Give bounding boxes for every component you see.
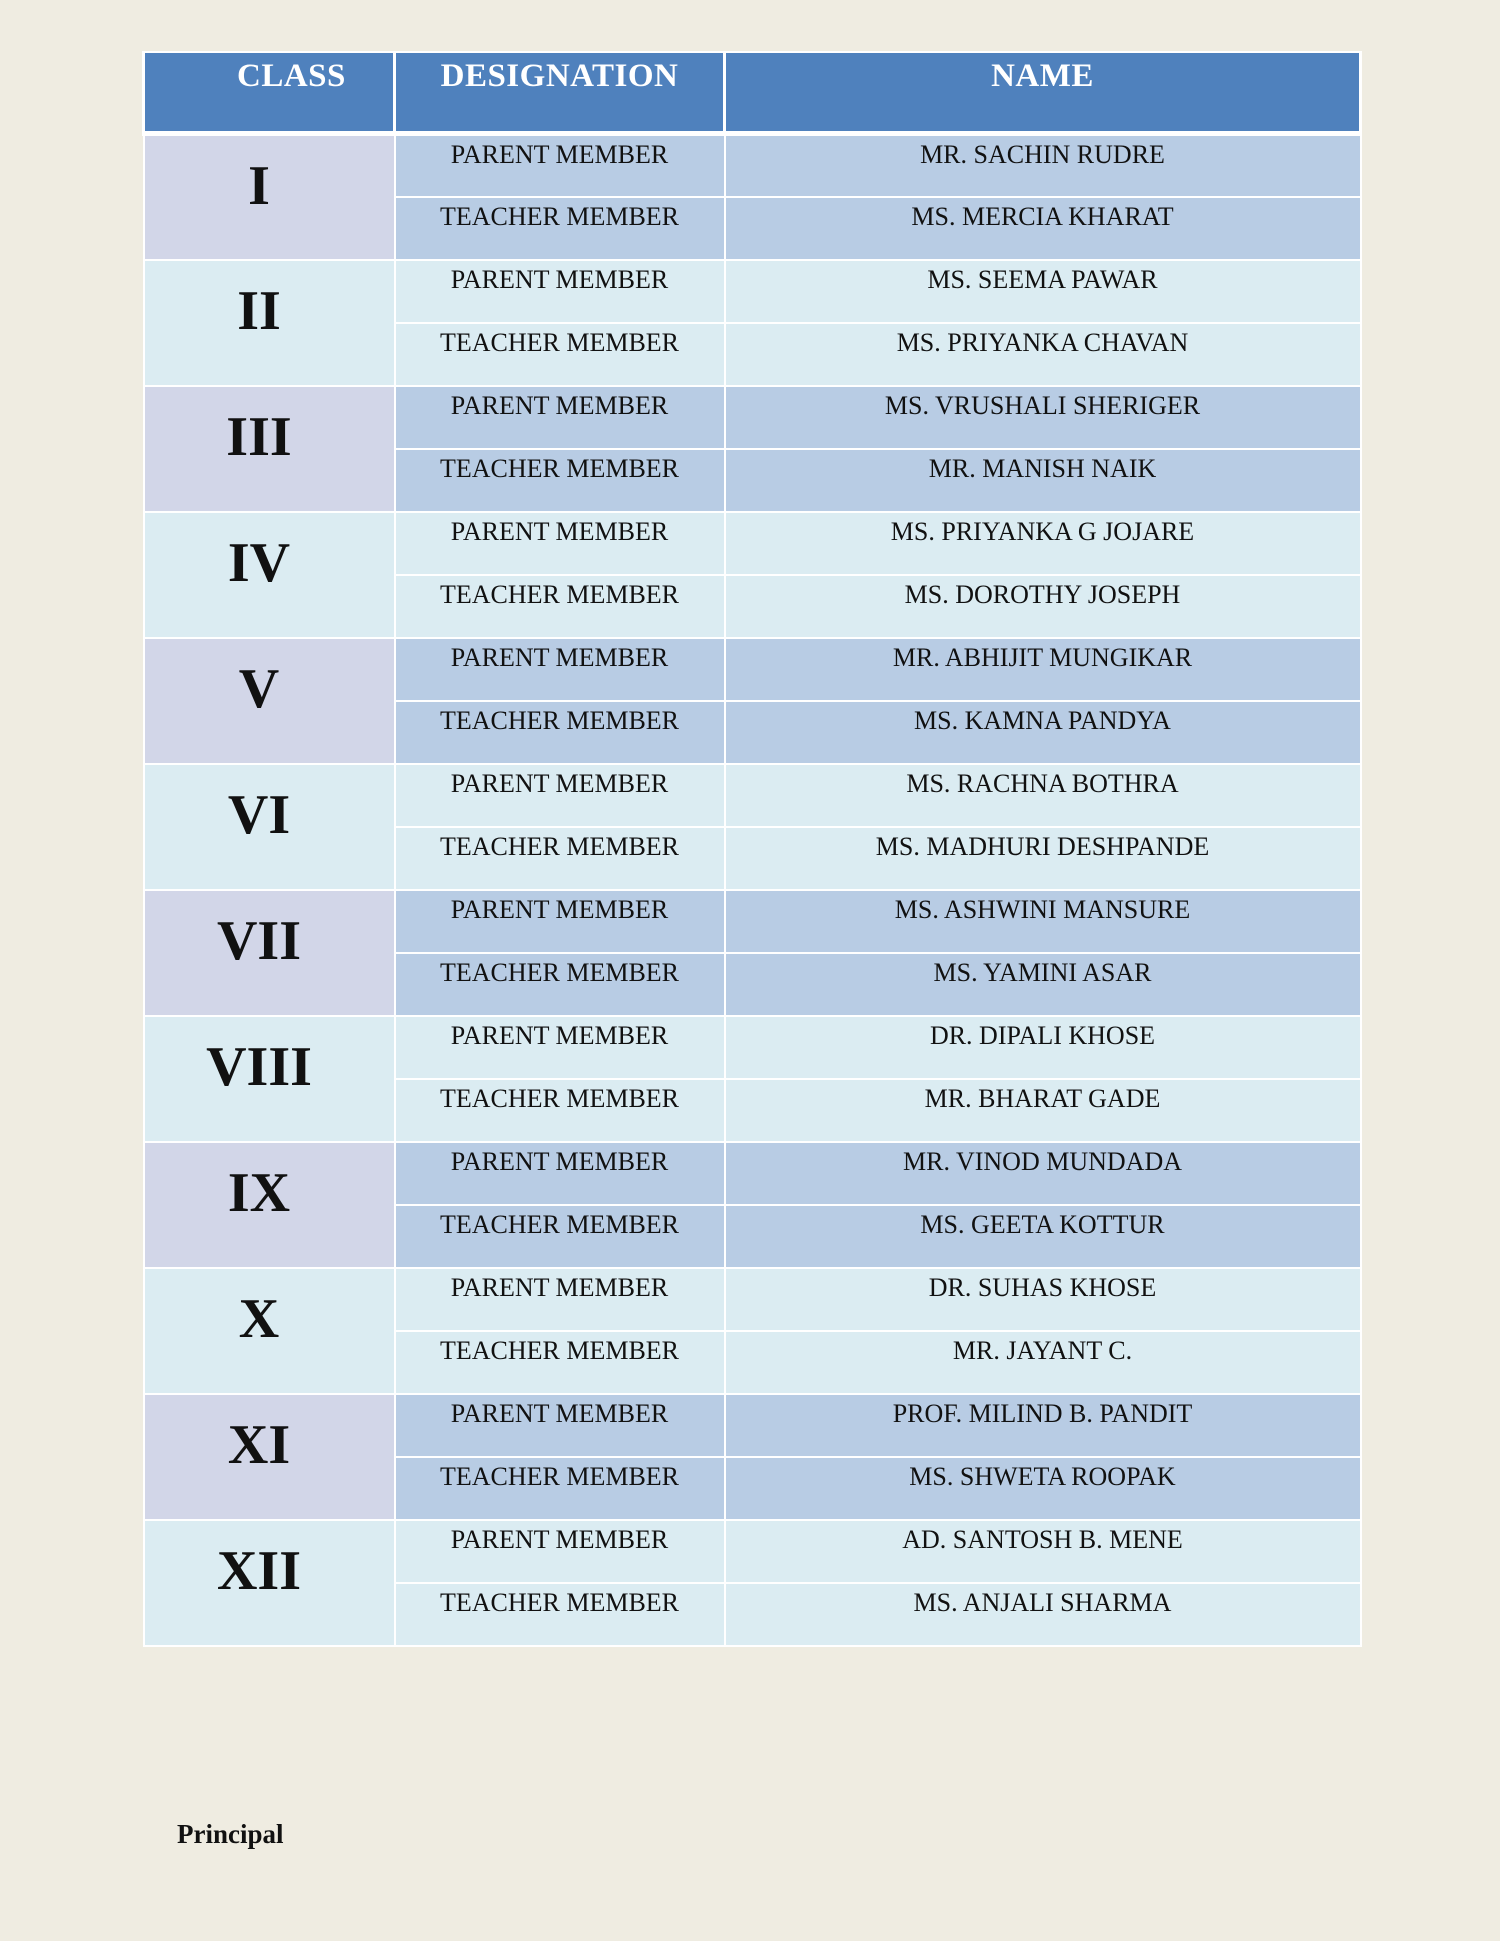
designation-cell: TEACHER MEMBER <box>395 701 725 764</box>
name-cell: MS. VRUSHALI SHERIGER <box>725 386 1361 449</box>
table-row <box>144 260 1361 323</box>
designation-cell: PARENT MEMBER <box>395 1016 725 1079</box>
class-cell: IX <box>144 1142 395 1268</box>
class-cell: XII <box>144 1520 395 1646</box>
name-cell: MS. GEETA KOTTUR <box>725 1205 1361 1268</box>
name-cell: MS. MADHURI DESHPANDE <box>725 827 1361 890</box>
table-row <box>144 1016 1361 1079</box>
name-cell: MS. PRIYANKA G JOJARE <box>725 512 1361 575</box>
class-cell: VI <box>144 764 395 890</box>
class-cell: VII <box>144 890 395 1016</box>
designation-cell: TEACHER MEMBER <box>395 1457 725 1520</box>
header-class: CLASS <box>144 52 395 134</box>
name-cell: MS. ANJALI SHARMA <box>725 1583 1361 1646</box>
designation-cell: TEACHER MEMBER <box>395 575 725 638</box>
designation-cell: PARENT MEMBER <box>395 512 725 575</box>
table-row <box>144 1394 1361 1457</box>
table-row <box>144 764 1361 827</box>
designation-cell: PARENT MEMBER <box>395 1142 725 1205</box>
class-cell: X <box>144 1268 395 1394</box>
table-row <box>144 1142 1361 1205</box>
designation-cell: TEACHER MEMBER <box>395 827 725 890</box>
table-row <box>144 1268 1361 1331</box>
designation-cell: PARENT MEMBER <box>395 1394 725 1457</box>
class-cell: XI <box>144 1394 395 1520</box>
name-cell: MR. SACHIN RUDRE <box>725 134 1361 197</box>
class-cell: II <box>144 260 395 386</box>
name-cell: MR. BHARAT GADE <box>725 1079 1361 1142</box>
table-row <box>144 134 1361 197</box>
name-cell: MR. ABHIJIT MUNGIKAR <box>725 638 1361 701</box>
class-cell: I <box>144 134 395 260</box>
designation-cell: TEACHER MEMBER <box>395 323 725 386</box>
table-header <box>144 52 1361 134</box>
designation-cell: PARENT MEMBER <box>395 134 725 197</box>
name-cell: MR. VINOD MUNDADA <box>725 1142 1361 1205</box>
header-name: NAME <box>725 52 1361 134</box>
name-cell: DR. SUHAS KHOSE <box>725 1268 1361 1331</box>
designation-cell: TEACHER MEMBER <box>395 1331 725 1394</box>
name-cell: MS. DOROTHY JOSEPH <box>725 575 1361 638</box>
designation-cell: PARENT MEMBER <box>395 386 725 449</box>
table-body <box>144 134 1361 1646</box>
class-cell: V <box>144 638 395 764</box>
designation-cell: TEACHER MEMBER <box>395 197 725 260</box>
name-cell: MS. SHWETA ROOPAK <box>725 1457 1361 1520</box>
designation-cell: PARENT MEMBER <box>395 260 725 323</box>
designation-cell: TEACHER MEMBER <box>395 449 725 512</box>
name-cell: PROF. MILIND B. PANDIT <box>725 1394 1361 1457</box>
header-designation: DESIGNATION <box>395 52 725 134</box>
name-cell: MS. KAMNA PANDYA <box>725 701 1361 764</box>
name-cell: MS. YAMINI ASAR <box>725 953 1361 1016</box>
class-cell: IV <box>144 512 395 638</box>
name-cell: DR. DIPALI KHOSE <box>725 1016 1361 1079</box>
designation-cell: PARENT MEMBER <box>395 890 725 953</box>
designation-cell: PARENT MEMBER <box>395 638 725 701</box>
designation-cell: TEACHER MEMBER <box>395 953 725 1016</box>
table-row <box>144 512 1361 575</box>
designation-cell: TEACHER MEMBER <box>395 1205 725 1268</box>
name-cell: AD. SANTOSH B. MENE <box>725 1520 1361 1583</box>
name-cell: MS. ASHWINI MANSURE <box>725 890 1361 953</box>
table-row <box>144 1520 1361 1583</box>
designation-cell: TEACHER MEMBER <box>395 1079 725 1142</box>
name-cell: MS. MERCIA KHARAT <box>725 197 1361 260</box>
class-cell: III <box>144 386 395 512</box>
table-row <box>144 386 1361 449</box>
name-cell: MR. MANISH NAIK <box>725 449 1361 512</box>
table-row <box>144 890 1361 953</box>
name-cell: MS. PRIYANKA CHAVAN <box>725 323 1361 386</box>
name-cell: MS. SEEMA PAWAR <box>725 260 1361 323</box>
name-cell: MR. JAYANT C. <box>725 1331 1361 1394</box>
designation-cell: PARENT MEMBER <box>395 1268 725 1331</box>
class-cell: VIII <box>144 1016 395 1142</box>
designation-cell: PARENT MEMBER <box>395 1520 725 1583</box>
designation-cell: TEACHER MEMBER <box>395 1583 725 1646</box>
designation-cell: PARENT MEMBER <box>395 764 725 827</box>
committee-table <box>142 51 1362 1647</box>
table-row <box>144 638 1361 701</box>
name-cell: MS. RACHNA BOTHRA <box>725 764 1361 827</box>
principal-label: Principal <box>177 1819 284 1849</box>
